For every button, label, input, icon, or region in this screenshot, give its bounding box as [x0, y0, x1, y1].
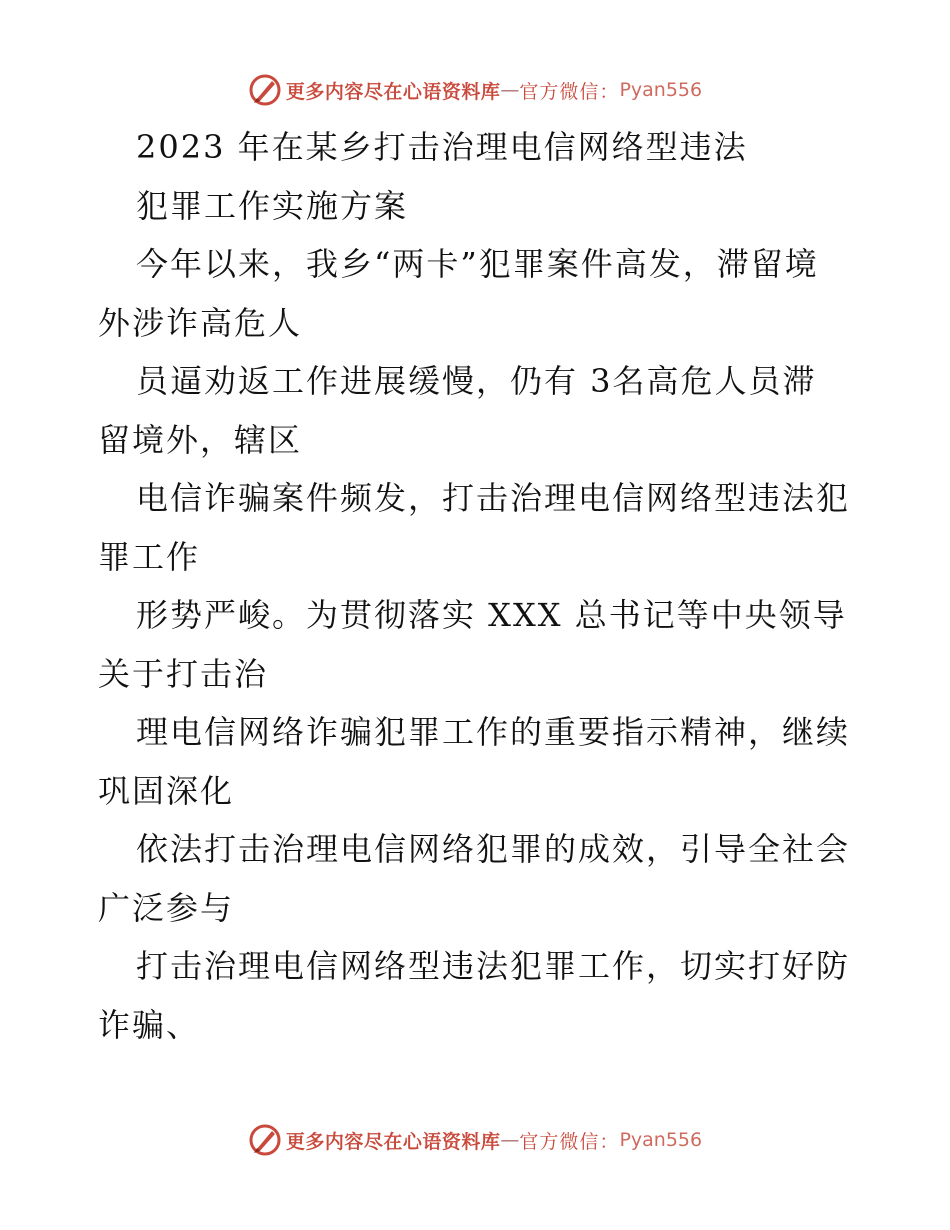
paragraph-line: 关于打击治	[98, 654, 269, 693]
paragraph-line: 外涉诈高危人	[98, 303, 303, 342]
paragraph-line: 罪工作	[98, 537, 201, 576]
footer-watermark	[0, 1120, 950, 1160]
paragraph-line: 理电信网络诈骗犯罪工作的重要指示精神，继续	[136, 713, 851, 751]
paragraph-line: 打击治理电信网络型违法犯罪工作，切实打好防	[136, 947, 851, 985]
quill-pen-logo-icon	[248, 1123, 282, 1157]
watermark-wechat-id: Pyan556	[619, 1129, 703, 1151]
watermark-brand-text: 更多内容尽在心语资料库	[285, 80, 501, 103]
watermark-brand-text: 更多内容尽在心语资料库	[285, 1130, 501, 1153]
document-title-line-1: 2023 年在某乡打击治理电信网络型违法	[136, 128, 748, 166]
document-title-line-2: 犯罪工作实施方案	[136, 186, 409, 225]
watermark-separator: —	[500, 1129, 520, 1151]
watermark-separator: —	[500, 79, 520, 101]
document-body	[98, 118, 858, 1054]
paragraph-line: 巩固深化	[98, 771, 235, 810]
watermark-wechat-label: 官方微信：	[519, 1130, 620, 1153]
header-watermark	[0, 70, 950, 110]
paragraph-line: 电信诈骗案件频发，打击治理电信网络型违法犯	[136, 479, 851, 517]
paragraph-line: 今年以来，我乡“两卡”犯罪案件高发，滞留境	[136, 245, 819, 283]
paragraph-line: 诈骗、	[98, 1005, 201, 1044]
paragraph-line: 依法打击治理电信网络犯罪的成效，引导全社会	[136, 830, 851, 868]
quill-pen-logo-icon	[248, 73, 282, 107]
watermark-wechat-label: 官方微信：	[519, 80, 620, 103]
paragraph-line: 留境外，辖区	[98, 420, 303, 459]
paragraph-line: 员逼劝返工作进展缓慢，仍有 3名高危人员滞	[136, 362, 817, 400]
watermark-wechat-id: Pyan556	[619, 79, 703, 101]
paragraph-line: 形势严峻。为贯彻落实 XXX 总书记等中央领导	[136, 596, 847, 634]
paragraph-line: 广泛参与	[98, 888, 235, 927]
